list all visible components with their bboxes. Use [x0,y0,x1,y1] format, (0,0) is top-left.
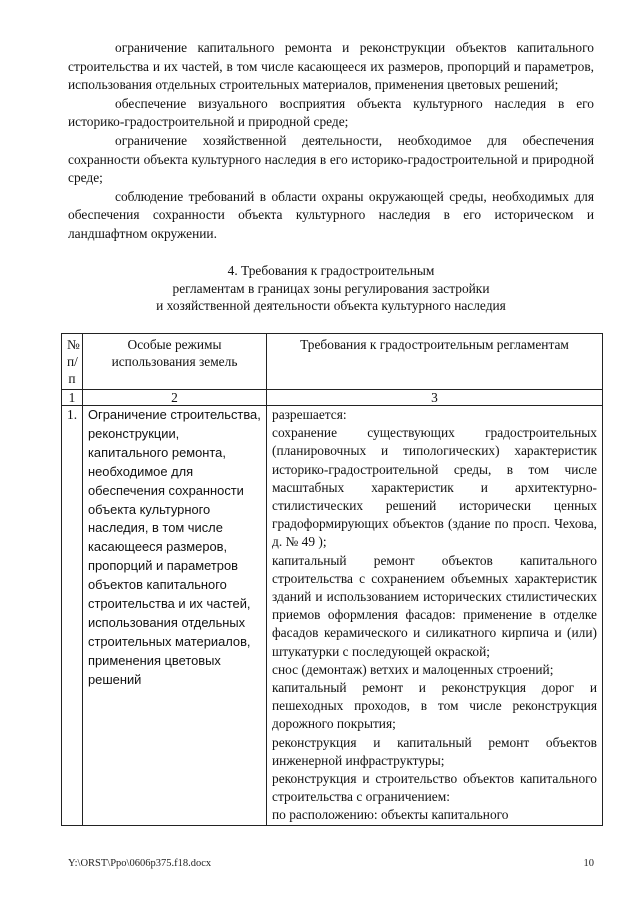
section-title-line: 4. Требования к градостроительным [227,263,435,278]
requirement-item: разрешается: [272,407,347,422]
requirements-table [61,333,603,826]
intro-paragraph: обеспечение визуального восприятия объекта культурного наследия в его историко-градостроительной и природной среде; [68,95,594,130]
header-modes: Особые режимы использования земель [83,334,267,390]
row-number: 1. [62,406,83,826]
requirement-item: сохранение существующих градостроительных (планировочных и типологических) характеристик историко-градостроительной среды, в том числе масштабных характеристик и архитектурно-стилистических решений исторически ценных градоформирующих объектов (здание по просп. Чехова, д. № 49 ); [272,425,597,550]
column-number: 1 [62,390,83,406]
intro-paragraphs [68,39,594,244]
section-title-line: регламентам в границах зоны регулирования застройки [172,280,490,296]
header-requirements: Требования к градостроительным регламентам [267,334,603,390]
table-header-row [62,334,603,390]
requirement-item: реконструкция и строительство объектов капитального строительства с ограничением: [272,771,597,805]
section-title [68,262,594,315]
intro-paragraph: ограничение хозяйственной деятельности, необходимое для обеспечения сохранности объекта культурного наследия в его историко-градостроительной и природной среде; [68,132,594,186]
land-use-modes: Ограничение строительства, реконструкции, капитального ремонта, необходимое для обеспечения сохранности объекта культурного наследия, в том числе касающееся размеров, пропорций и параметров объектов капитального строительства и их частей, использования отдельных строительных материалов, применения цветовых решений [83,406,267,826]
file-path: Y:\ORST\Ppo\0606p375.f18.docx [68,858,212,869]
column-number: 2 [83,390,267,406]
table-row [62,406,603,826]
requirement-item: капитальный ремонт объектов капитального строительства с сохранением объемных характеристик зданий и использованием исторических стилистических приемов оформления фасадов: применение в отделке фасадов керамического и силикатного кирпича и (или) штукатурки с последующей окраской; [272,552,597,659]
requirement-item: капитальный ремонт и реконструкция дорог и пешеходных проходов, в том числе реконструкция дорожного покрытия; [272,680,597,732]
requirement-item: реконструкция и капитальный ремонт объектов инженерной инфраструктуры; [272,734,597,768]
column-number-row [62,390,603,406]
page-number: 10 [583,858,594,869]
column-number: 3 [267,390,603,406]
intro-paragraph: соблюдение требований в области охраны окружающей среды, необходимых для обеспечения сохранности объекта культурного наследия в его историческом и ландшафтном окружении. [68,188,594,241]
requirement-item: по расположению: объекты капитального [272,807,509,823]
header-num: № п/п [62,334,83,390]
requirements-cell [267,406,603,826]
requirement-item: снос (демонтаж) ветхих и малоценных строений; [272,661,554,677]
section-title-line: и хозяйственной деятельности объекта культурного наследия [156,298,506,314]
intro-paragraph: ограничение капитального ремонта и реконструкции объектов капитального строительства и их частей, в том числе касающееся их размеров, пропорций и параметров, использования отдельных строительных материалов, применения цветовых решений; [68,40,594,93]
